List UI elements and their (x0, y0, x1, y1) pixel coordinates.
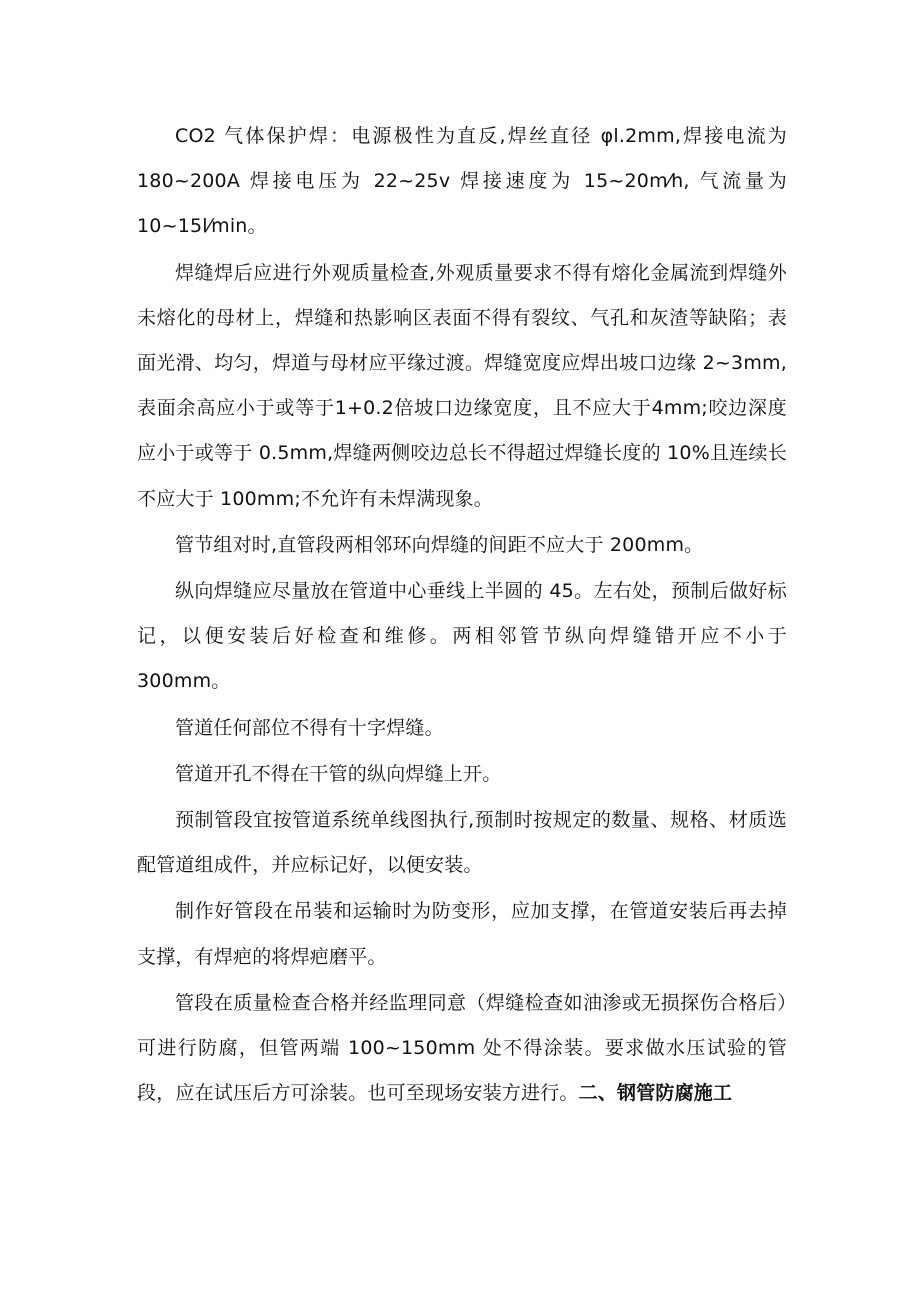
paragraph-weld-appearance-inspection: 焊缝焊后应进行外观质量检查,外观质量要求不得有熔化金属流到焊缝外未熔化的母材上，焊缝和热影响区表面不得有裂纹、气孔和灰渣等缺陷；表面光滑、均匀，焊道与母材应平缘过渡。焊缝宽度应焊出坡口边缘 2~3mm,表面余高应小于或等于1+0.2倍坡口边缘宽度，且不应大于4mm;咬边深度应小于或等于 0.5mm,焊缝两侧咬边总长不得超过焊缝长度的 10%且连续长不应大于 100mm;不允许有未焊满现象。 (137, 261, 787, 510)
paragraph-lifting-support: 制作好管段在吊装和运输时为防变形，应加支撑，在管道安装后再去掉支撑，有焊疤的将焊疤磨平。 (137, 900, 787, 968)
paragraph-prefabrication: 预制管段宜按管道系统单线图执行,预制时按规定的数量、规格、材质选配管道组成件，并应标记好，以便安装。 (137, 809, 787, 877)
paragraph-longitudinal-weld-position: 纵向焊缝应尽量放在管道中心垂线上半圆的 45。左右处，预制后做好标记，以便安装后好检查和维修。两相邻管节纵向焊缝错开应不小于 300mm。 (137, 580, 787, 693)
paragraph-no-openings-on-seam: 管道开孔不得在干管的纵向焊缝上开。 (175, 762, 502, 785)
paragraph-circumferential-weld-spacing: 管节组对时,直管段两相邻环向焊缝的间距不应大于 200mm。 (175, 533, 704, 556)
paragraph-co2-welding-parameters: CO2 气体保护焊：电源极性为直反,焊丝直径 φl.2mm,焊接电流为180~200A 焊接电压为 22~25v 焊接速度为 15~20m⁄h, 气流量为 10~15l⁄min。 (137, 125, 787, 238)
paragraph-no-cross-welds: 管道任何部位不得有十字焊缝。 (175, 716, 444, 739)
section-heading: 二、钢管防腐施工 (578, 1082, 733, 1105)
paragraph-anticorrosion-text: 管段在质量检查合格并经监理同意（焊缝检查如油渗或无损探伤合格后）可进行防腐，但管两端 100~150mm 处不得涂装。要求做水压试验的管段，应在试压后方可涂装。也可至现场安装方进行。 (137, 991, 787, 1105)
paragraph-anticorrosion-conditions (137, 981, 787, 1117)
document-body (137, 114, 787, 1116)
